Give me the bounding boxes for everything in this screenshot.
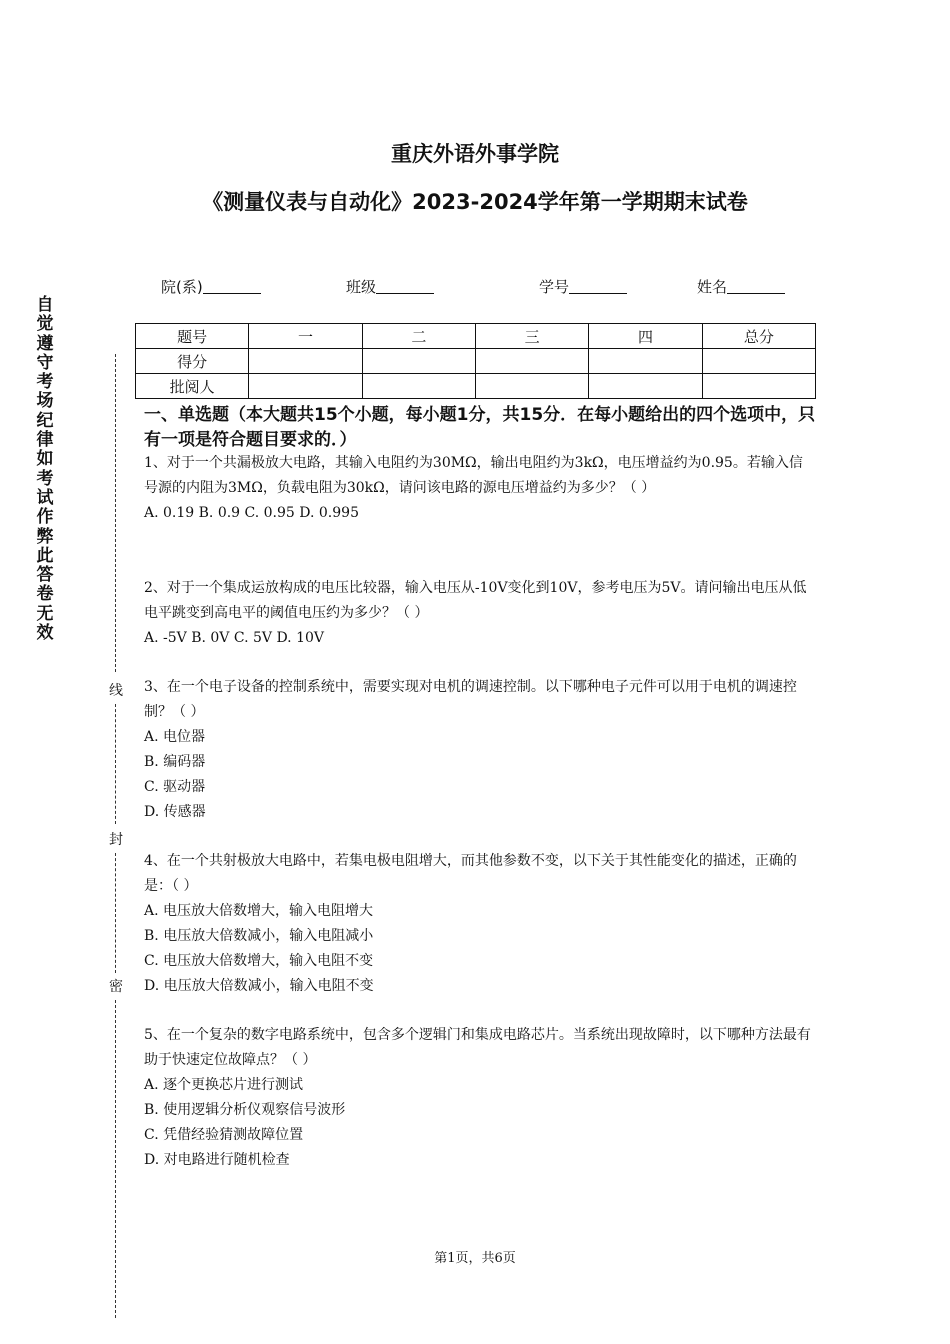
score-cell[interactable] <box>362 349 475 374</box>
option-d: D. 对电路进行随机检查 <box>144 1152 290 1168</box>
exam-title: 《测量仪表与自动化》2023-2024学年第一学期期末试卷 <box>202 190 748 214</box>
option-b: B. 编码器 <box>144 754 206 770</box>
grader-cell[interactable] <box>362 374 475 399</box>
question-stem: 3、在一个电子设备的控制系统中，需要实现对电机的调速控制。以下哪种电子元件可以用于电机的调速控制？（ ） <box>144 679 797 720</box>
info-label: 班级 <box>346 278 377 296</box>
info-label: 院(系) <box>161 278 203 296</box>
info-field-class[interactable] <box>346 276 434 297</box>
score-table <box>135 323 816 399</box>
question-1 <box>144 451 816 526</box>
score-row-label: 得分 <box>136 349 249 374</box>
info-field-name[interactable] <box>697 276 785 297</box>
blank-line <box>376 277 434 294</box>
option-b: B. 电压放大倍数减小，输入电阻减小 <box>144 928 374 944</box>
score-cell[interactable] <box>702 349 815 374</box>
score-row-label: 批阅人 <box>136 374 249 399</box>
score-table-header-cell: 题号 <box>136 324 249 349</box>
option-c: C. 电压放大倍数增大，输入电阻不变 <box>144 953 374 969</box>
score-cell[interactable] <box>589 349 702 374</box>
score-cell[interactable] <box>475 349 588 374</box>
question-stem: 2、对于一个集成运放构成的电压比较器，输入电压从-10V变化到10V，参考电压为5V。请问输出电压从低电平跳变到高电平的阈值电压约为多少？（ ） <box>144 580 807 621</box>
school-name: 重庆外语外事学院 <box>391 142 559 166</box>
seal-dashed-line <box>115 354 116 672</box>
option-b: B. 使用逻辑分析仪观察信号波形 <box>144 1102 346 1118</box>
question-options: A. 0.19 B. 0.9 C. 0.95 D. 0.995 <box>144 505 359 521</box>
grader-cell[interactable] <box>475 374 588 399</box>
question-stem: 4、在一个共射极放大电路中，若集电极电阻增大，而其他参数不变，以下关于其性能变化的描述，正确的是：（ ） <box>144 853 797 894</box>
section-heading: 一、单选题（本大题共15个小题，每小题1分，共15分．在每小题给出的四个选项中，只有一项是符合题目要求的．） <box>144 405 816 450</box>
seal-mark-seal: 封 <box>109 832 123 848</box>
blank-line <box>727 277 785 294</box>
score-cell[interactable] <box>249 349 362 374</box>
question-2 <box>144 576 816 651</box>
question-options: A. -5V B. 0V C. 5V D. 10V <box>144 630 324 646</box>
score-table-header-cell: 二 <box>362 324 475 349</box>
grader-cell[interactable] <box>702 374 815 399</box>
info-field-student-id[interactable] <box>539 276 627 297</box>
seal-dashed-line <box>115 853 116 973</box>
option-d: D. 传感器 <box>144 804 206 820</box>
question-3 <box>144 675 816 825</box>
seal-mark-line: 线 <box>109 683 123 699</box>
option-c: C. 驱动器 <box>144 779 206 795</box>
question-stem: 5、在一个复杂的数字电路系统中，包含多个逻辑门和集成电路芯片。当系统出现故障时，以下哪种方法最有助于快速定位故障点？（ ） <box>144 1027 811 1068</box>
score-table-header-cell: 总分 <box>702 324 815 349</box>
option-c: C. 凭借经验猜测故障位置 <box>144 1127 304 1143</box>
seal-dashed-line <box>115 704 116 824</box>
page-footer: 第1页，共6页 <box>434 1251 516 1266</box>
score-table-row <box>136 374 816 399</box>
grader-cell[interactable] <box>589 374 702 399</box>
score-table-header-row <box>136 324 816 349</box>
blank-line <box>203 277 261 294</box>
option-d: D. 电压放大倍数减小，输入电阻不变 <box>144 978 374 994</box>
score-table-header-cell: 三 <box>475 324 588 349</box>
grader-cell[interactable] <box>249 374 362 399</box>
student-info-row <box>0 276 950 300</box>
info-label: 学号 <box>539 278 570 296</box>
score-table-header-cell: 四 <box>589 324 702 349</box>
info-field-department[interactable] <box>161 276 261 297</box>
blank-line <box>569 277 627 294</box>
seal-mark-secret: 密 <box>109 979 123 995</box>
option-a: A. 逐个更换芯片进行测试 <box>144 1077 304 1093</box>
question-5 <box>144 1023 816 1173</box>
seal-dashed-line <box>115 1000 116 1318</box>
info-label: 姓名 <box>697 278 728 296</box>
score-table-header-cell: 一 <box>249 324 362 349</box>
option-a: A. 电位器 <box>144 729 206 745</box>
margin-notice: 自觉遵守考场纪律如考试作弊此答卷无效 <box>36 295 54 644</box>
question-4 <box>144 849 816 999</box>
question-stem: 1、对于一个共漏极放大电路，其输入电阻约为30MΩ，输出电阻约为3kΩ，电压增益约为0.95。若输入信号源的内阻为3MΩ，负载电阻为30kΩ，请问该电路的源电压增益约为多少？（ ） <box>144 455 803 496</box>
option-a: A. 电压放大倍数增大，输入电阻增大 <box>144 903 374 919</box>
score-table-row <box>136 349 816 374</box>
